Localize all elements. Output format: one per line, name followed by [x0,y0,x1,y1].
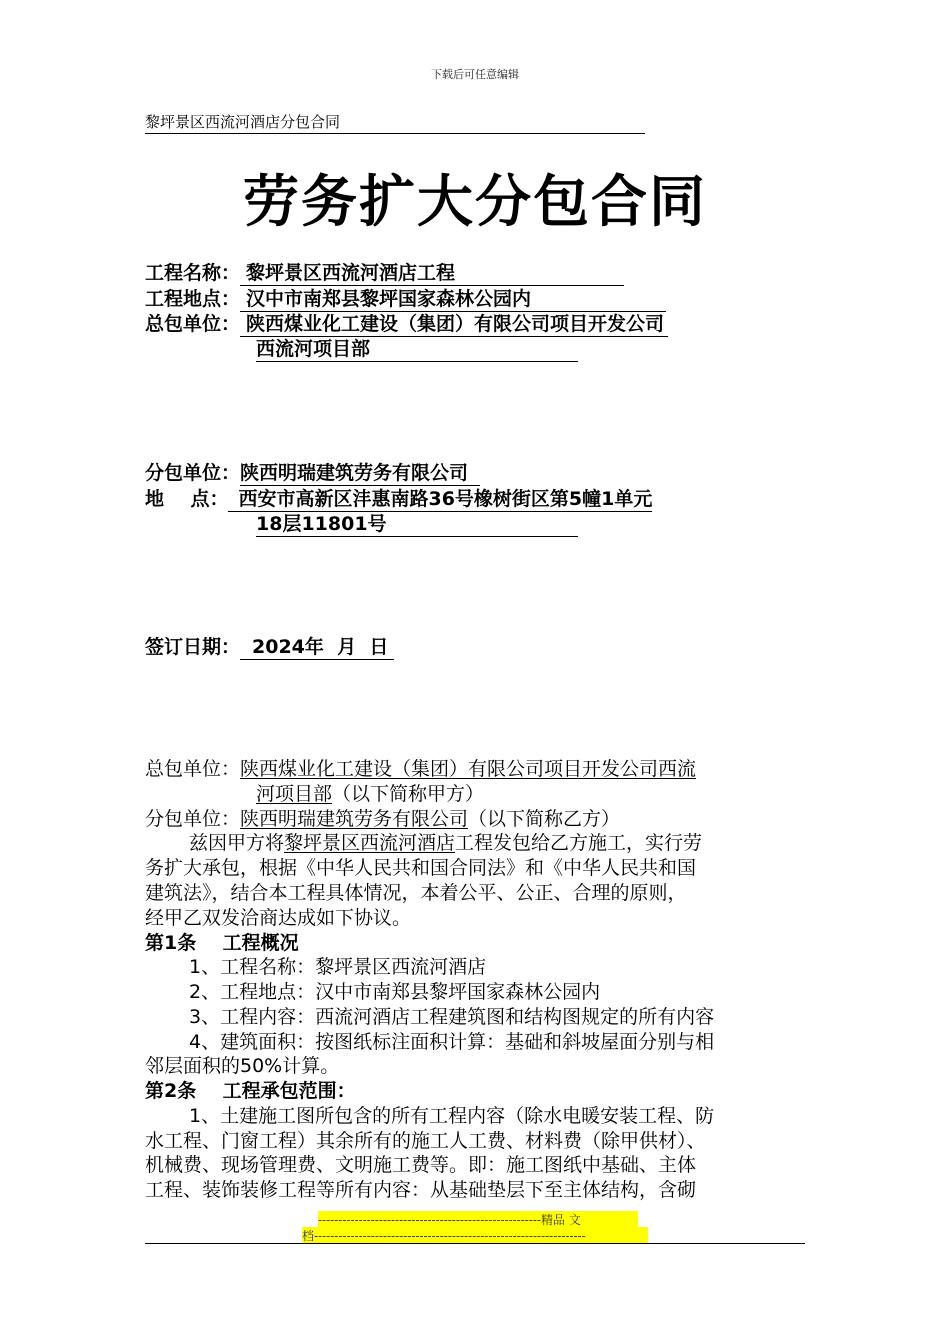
article-2-line-1: 1、土建施工图所包含的所有工程内容（除水电暖安装工程、防 [189,1105,715,1127]
intro-project: 黎坪景区西流河酒店 [284,832,456,854]
intro-line-3: 建筑法》，结合本工程具体情况，本着公平、公正、合理的原则， [145,882,687,904]
intro-line-4: 经甲乙双发洽商达成如下协议。 [145,907,412,929]
intro-line-2: 务扩大承包，根据《中华人民共和国合同法》和《中华人民共和国 [145,857,697,879]
party-a-row-2 [256,782,484,807]
party-b-suffix: （以下简称乙方） [468,808,621,830]
address-value-line1: 西安市高新区沣惠南路36号橡树街区第5幢1单元 [228,484,652,512]
contractor-row-2 [256,334,578,362]
party-b-row [145,807,620,832]
article-1-item-3: 3、工程内容：西流河酒店工程建筑图和结构图规定的所有内容 [189,1006,715,1028]
contractor-value-line1: 陕西煤业化工建设（集团）有限公司项目开发公司 [240,309,668,337]
intro-pre: 兹因甲方将 [189,832,285,854]
article-1-item-4-cont: 邻层面积的50%计算。 [145,1055,340,1077]
sign-date-label: 签订日期： [145,636,241,658]
article-2-title: 第2条 工程承包范围： [145,1080,356,1102]
intro-line1-post: 工程发包给乙方施工，实行劳 [455,832,703,854]
subcontractor-label: 分包单位： [145,462,241,484]
address-row-2 [256,509,578,537]
article-1-item-4: 4、建筑面积：按图纸标注面积计算：基础和斜坡屋面分别与相 [189,1031,715,1053]
project-name-label: 工程名称： [145,262,241,284]
contractor-value-line2: 西流河项目部 [256,334,578,362]
party-a-name-line1: 陕西煤业化工建设（集团）有限公司项目开发公司西流 [240,758,697,780]
address-value-line2: 18层11801号 [256,509,578,537]
footer-rule [145,1243,805,1244]
subcontractor-row [145,458,480,486]
project-name-row [145,258,624,286]
party-b-name: 陕西明瑞建筑劳务有限公司 [240,808,469,830]
party-a-name-line2: 河项目部 [256,783,333,805]
project-location-row [145,284,666,312]
article-1-item-2: 2、工程地点：汉中市南郑县黎坪国家森林公园内 [189,981,601,1003]
contractor-label: 总包单位： [145,313,241,335]
article-2-line-2: 水工程、门窗工程）其余所有的施工人工费、材料费（除甲供材）、 [145,1130,706,1152]
article-1-title: 第1条 工程概况 [145,932,299,954]
project-location-label: 工程地点： [145,288,241,310]
article-2-line-4: 工程、装饰装修工程等所有内容：从基础垫层下至主体结构，含砌 [145,1179,697,1201]
footer-highlight-line-2: 档------------------------------------------------------------------- [302,1227,648,1244]
intro-line-1 [189,831,702,856]
sign-date-row [145,632,394,660]
project-location-value: 汉中市南郑县黎坪国家森林公园内 [240,284,666,312]
contractor-row [145,309,668,337]
party-b-label: 分包单位： [145,808,241,830]
running-header: 黎坪景区西流河酒店分包合同 [145,111,645,134]
party-a-suffix: （以下简称甲方） [332,783,485,805]
article-2-line-3: 机械费、现场管理费、文明施工费等。即：施工图纸中基础、主体 [145,1154,697,1176]
footer-highlight-line-1: -------------------------------------------------------精品 文 [318,1211,638,1228]
sign-date-value: 2024年 月 日 [240,632,394,660]
party-a-row [145,757,696,782]
address-label: 地 点： [145,488,229,510]
top-note: 下载后可任意编辑 [431,68,519,81]
subcontractor-value: 陕西明瑞建筑劳务有限公司 [240,458,480,486]
party-a-label: 总包单位： [145,758,241,780]
project-name-value: 黎坪景区西流河酒店工程 [240,258,624,286]
article-1-item-1: 1、工程名称：黎坪景区西流河酒店 [189,956,487,978]
page-title: 劳务扩大分包合同 [243,170,707,235]
address-row [145,484,652,512]
